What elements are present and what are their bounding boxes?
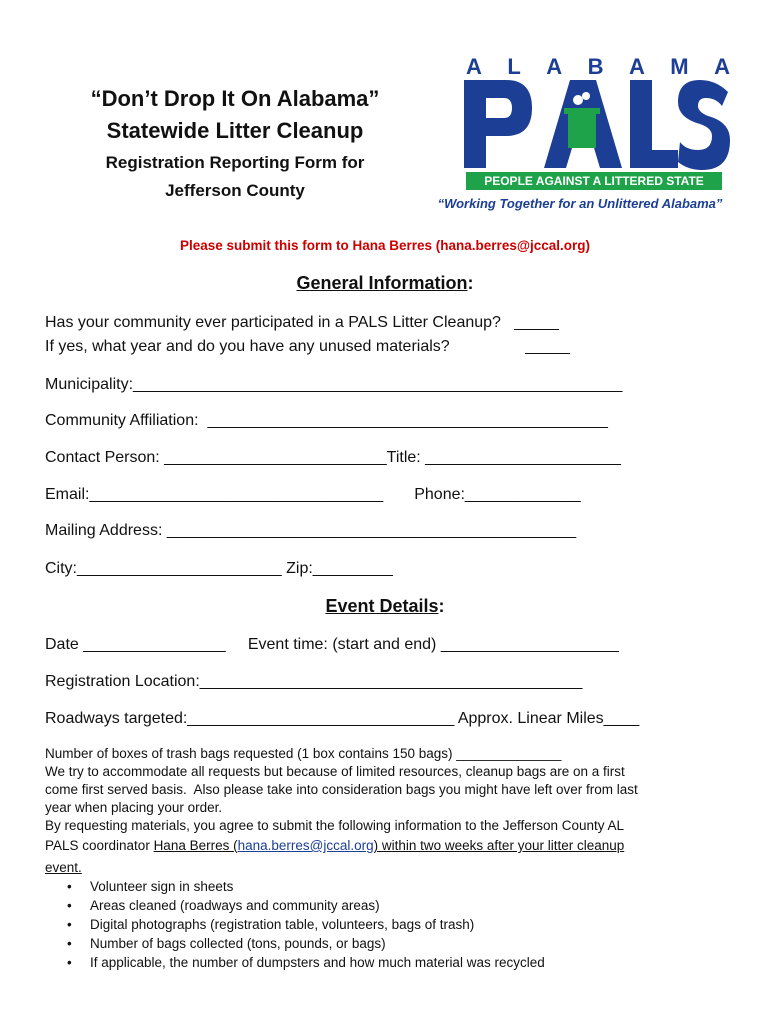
paragraph-line: event. <box>45 860 82 875</box>
paragraph-line: come first served basis. Also please take into consideration bags you might have left over from last <box>45 782 638 797</box>
trash-bag-boxes-field[interactable]: Number of boxes of trash bags requested (1 box contains 150 bags) ______________ <box>45 746 562 761</box>
city-zip-field[interactable]: City:_______________________ Zip:_________ <box>45 560 393 577</box>
roadways-field[interactable]: Roadways targeted:______________________________ Approx. Linear Miles____ <box>45 710 640 727</box>
municipality-field[interactable]: Municipality:_______________________________________________________ <box>45 376 623 393</box>
form-title-line1: “Don’t Drop It On Alabama” <box>90 86 380 111</box>
community-affiliation-field[interactable]: Community Affiliation: _____________________________________________ <box>45 412 608 429</box>
coordinator-name: Hana Berres ( <box>153 838 238 853</box>
submission-notice: Please submit this form to Hana Berres (hana.berres@jccal.org) <box>179 238 591 253</box>
alabama-pals-logo <box>430 50 730 220</box>
list-item: • Areas cleaned (roadways and community areas) <box>45 896 745 915</box>
list-item: • Digital photographs (registration table, volunteers, bags of trash) <box>45 915 745 934</box>
contact-title-field[interactable]: Contact Person: _________________________Title: ______________________ <box>45 449 621 466</box>
logo-alabama-letters: A L A B A M A <box>466 54 730 79</box>
form-title-line2: Statewide Litter Cleanup <box>106 118 364 143</box>
mailing-address-field[interactable]: Mailing Address: ______________________________________________ <box>45 522 577 539</box>
paragraph-line: We try to accommodate all requests but because of limited resources, cleanup bags are on a first <box>45 764 625 779</box>
coordinator-email-link[interactable]: hana.berres@jccal.org <box>237 838 374 853</box>
list-item: • Volunteer sign in sheets <box>45 877 745 896</box>
paragraph-line: By requesting materials, you agree to submit the following information to the Jefferson County AL <box>45 818 625 833</box>
email-phone-field[interactable]: Email:_________________________________ Phone:_____________ <box>45 486 581 503</box>
registration-location-field[interactable]: Registration Location:___________________________________________ <box>45 673 583 690</box>
list-item: • If applicable, the number of dumpsters and how much material was recycled <box>45 953 745 972</box>
paragraph-line: year when placing your order. <box>45 800 223 815</box>
logo-tagline: “Working Together for an Unlittered Alabama” <box>437 196 723 211</box>
form-subtitle-line1: Registration Reporting Form for <box>105 153 365 172</box>
unused-materials-question: If yes, what year and do you have any unused materials? _____ <box>45 338 570 355</box>
list-item: • Number of bags collected (tons, pounds, or bags) <box>45 934 745 953</box>
general-information-heading: General Information: <box>296 273 474 293</box>
pals-logo-graphic <box>460 78 730 170</box>
logo-banner: PEOPLE AGAINST A LITTERED STATE <box>466 172 722 190</box>
form-subtitle-line2: Jefferson County <box>165 181 305 200</box>
coordinator-line: PALS coordinator Hana Berres (hana.berres@jccal.org) within two weeks after your litter cleanup <box>45 838 625 853</box>
requirements-list <box>45 877 745 972</box>
participation-question: Has your community ever participated in a PALS Litter Cleanup? _____ <box>45 314 559 331</box>
event-details-heading: Event Details: <box>325 596 445 616</box>
date-time-field[interactable]: Date ________________ Event time: (start and end) ____________________ <box>45 636 619 653</box>
